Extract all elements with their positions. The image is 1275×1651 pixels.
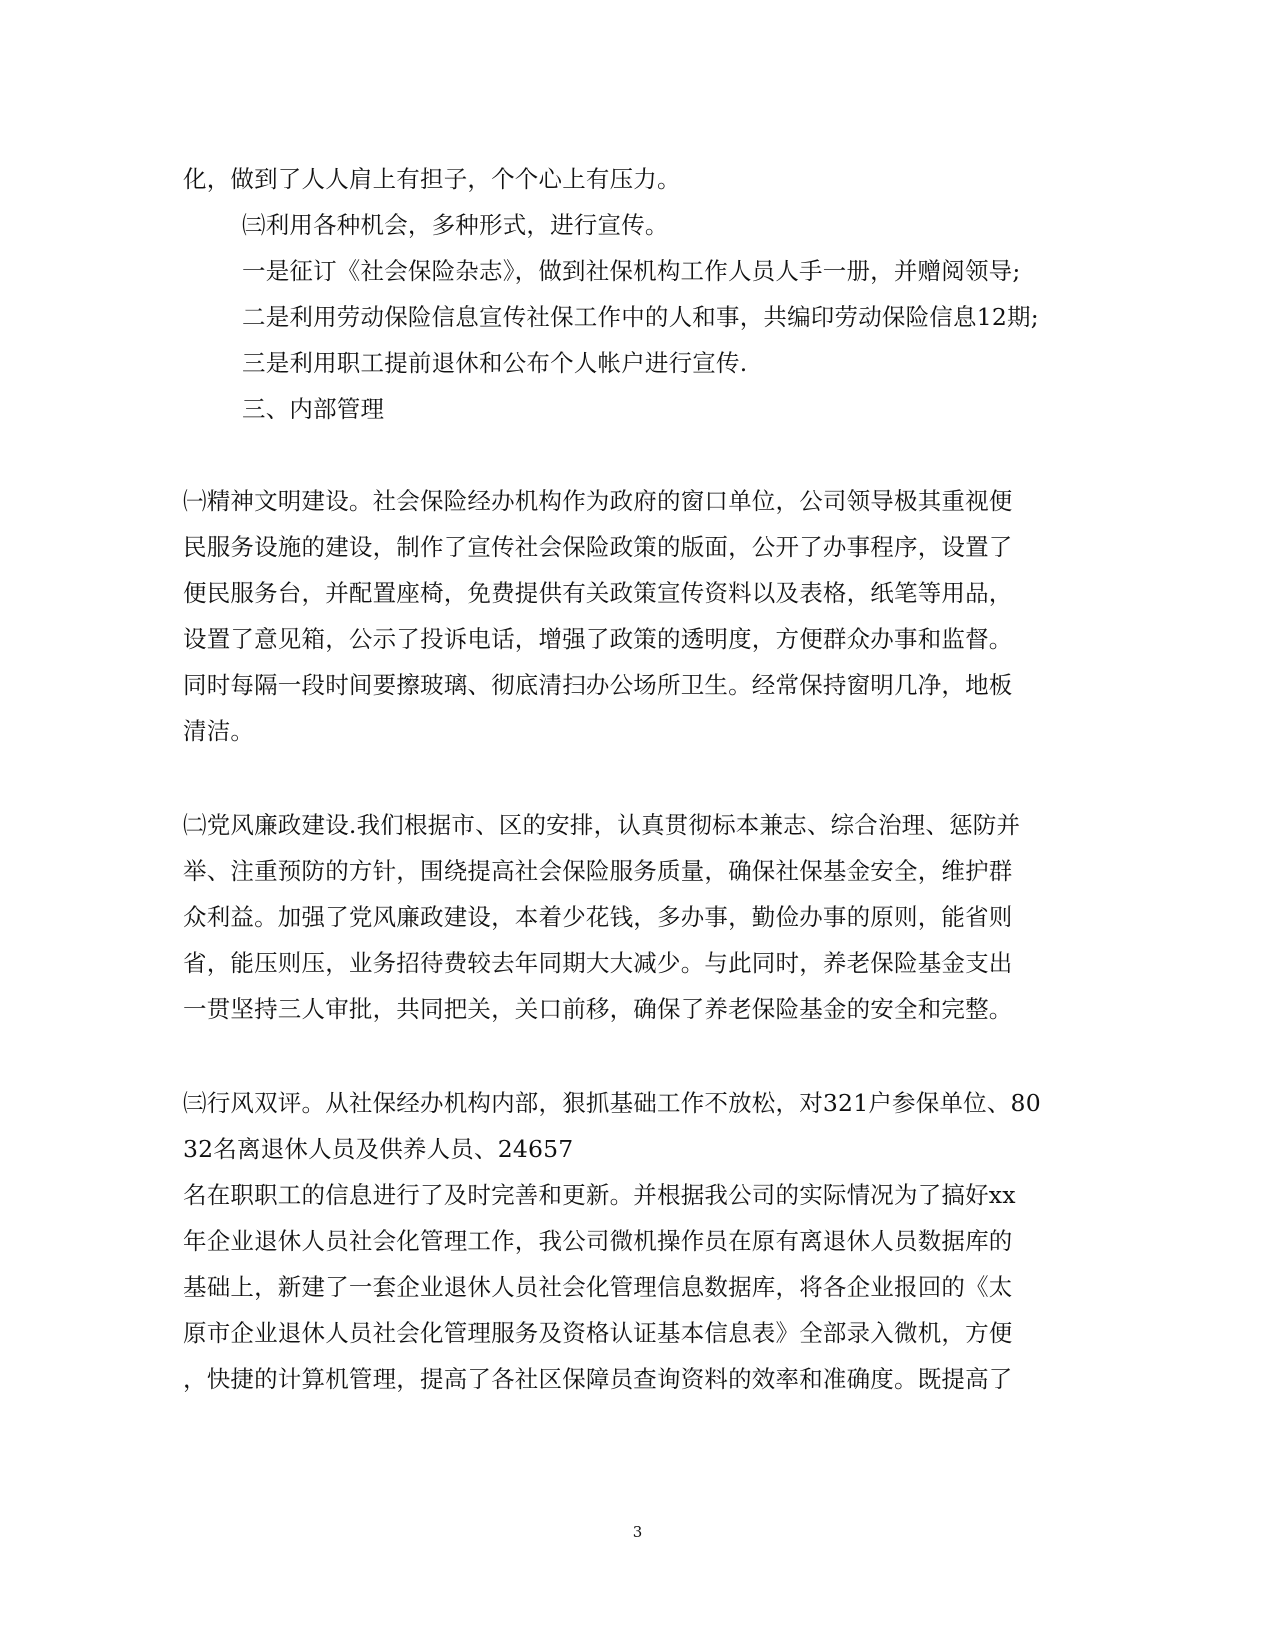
text-line: 原市企业退休人员社会化管理服务及资格认证基本信息表》全部录入微机，方便 [183,1319,1013,1347]
text-line: ㈢利用各种机会，多种形式，进行宣传。 [242,211,669,239]
text-line: 一是征订《社会保险杂志》，做到社保机构工作人员人手一册，并赠阅领导; [242,257,1021,285]
text-line: 一贯坚持三人审批，共同把关，关口前移，确保了养老保险基金的安全和完整。 [183,995,1013,1023]
text-line: 同时每隔一段时间要擦玻璃、彻底清扫办公场所卫生。经常保持窗明几净，地板 [183,671,1013,699]
text-line: 众利益。加强了党风廉政建设，本着少花钱，多办事，勤俭办事的原则，能省则 [183,903,1013,931]
text-line: ㈡党风廉政建设.我们根据市、区的安排，认真贯彻标本兼志、综合治理、惩防并 [183,811,1021,839]
text-line: 设置了意见箱，公示了投诉电话，增强了政策的透明度，方便群众办事和监督。 [183,625,1013,653]
text-line: 年企业退休人员社会化管理工作，我公司微机操作员在原有离退休人员数据库的 [183,1227,1013,1255]
text-line: 三是利用职工提前退休和公布个人帐户进行宣传. [242,349,748,377]
text-line: 化，做到了人人肩上有担子，个个心上有压力。 [183,165,681,193]
text-line: 32名离退休人员及供养人员、24657 [183,1135,574,1163]
text-line: 基础上，新建了一套企业退休人员社会化管理信息数据库，将各企业报回的《太 [183,1273,1013,1301]
text-line: ㈢行风双评。从社保经办机构内部，狠抓基础工作不放松，对321户参保单位、80 [183,1089,1041,1117]
text-line: 二是利用劳动保险信息宣传社保工作中的人和事，共编印劳动保险信息12期; [242,303,1039,331]
text-line: 民服务设施的建设，制作了宣传社会保险政策的版面，公开了办事程序，设置了 [183,533,1013,561]
text-line: 名在职职工的信息进行了及时完善和更新。并根据我公司的实际情况为了搞好xx [183,1181,1016,1209]
text-line: 便民服务台，并配置座椅，免费提供有关政策宣传资料以及表格，纸笔等用品， [183,579,1013,607]
text-line: ㈠精神文明建设。社会保险经办机构作为政府的窗口单位，公司领导极其重视便 [183,487,1013,515]
text-line: 举、注重预防的方针，围绕提高社会保险服务质量，确保社保基金安全，维护群 [183,857,1013,885]
section-heading: 三、内部管理 [242,395,385,423]
text-line: ，快捷的计算机管理，提高了各社区保障员查询资料的效率和准确度。既提高了 [183,1365,1013,1393]
text-line: 省，能压则压，业务招待费较去年同期大大减少。与此同时，养老保险基金支出 [183,949,1013,977]
page-number: 3 [632,1523,643,1541]
text-line: 清洁。 [183,717,255,745]
